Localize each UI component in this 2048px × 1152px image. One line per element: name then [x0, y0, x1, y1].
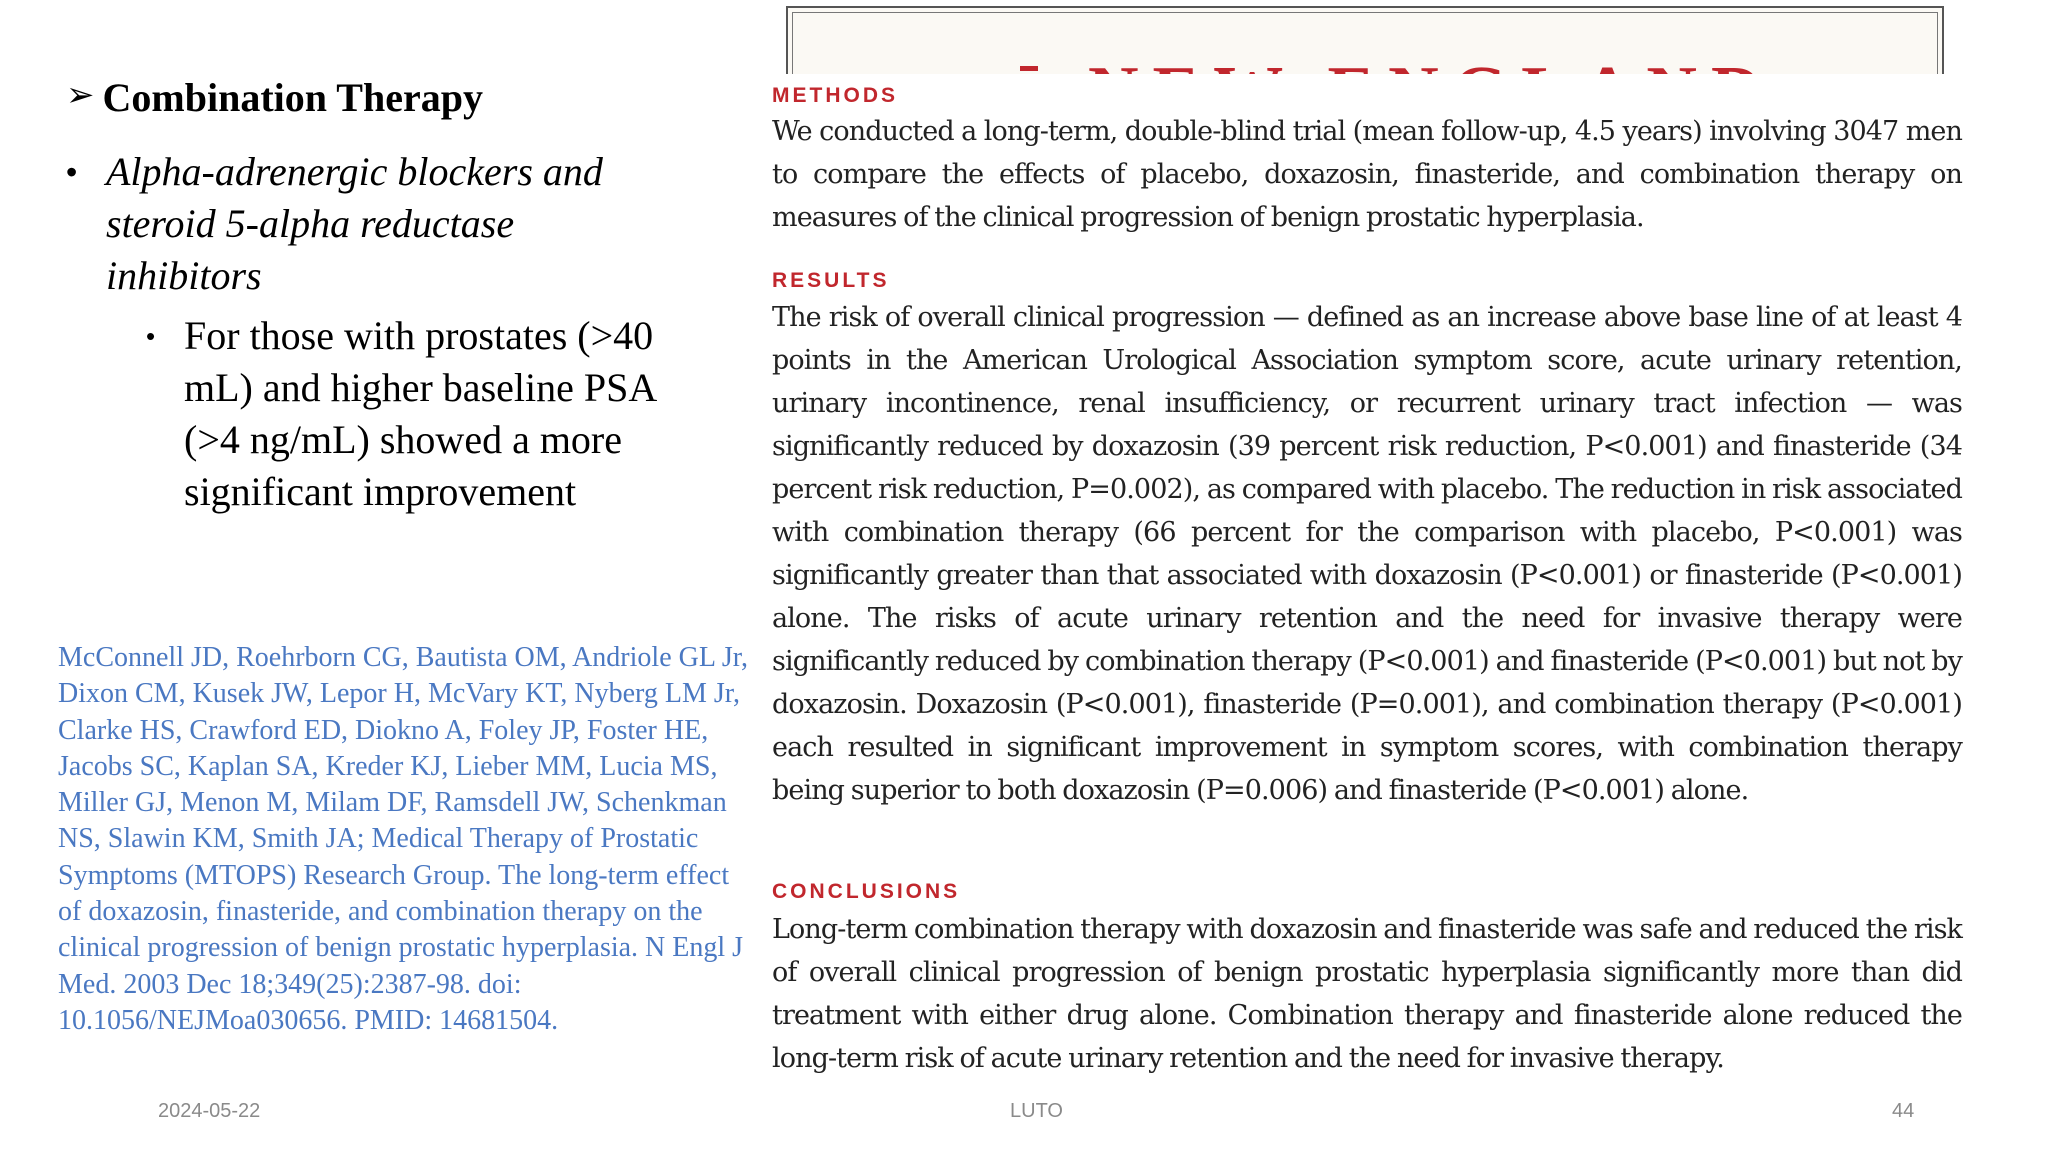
bullet-dot-icon: •	[66, 154, 78, 190]
conclusions-label: CONCLUSIONS	[772, 880, 961, 903]
arrow-bullet-icon: ➢	[66, 75, 95, 115]
methods-label: METHODS	[772, 84, 898, 107]
bullet-text: Alpha-adrenergic blockers and steroid 5-alpha reductase inhibitors	[106, 149, 603, 298]
conclusions-text: Long-term combination therapy with doxazosin and finasteride was safe and reduced the risk of overall clinical progression of benign prostatic hyperplasia significantly more than did treatment with either drug alone. Combination therapy and finasteride alone reduced the long-term risk of acute urinary retention and the need for invasive therapy.	[772, 914, 1962, 1074]
slide-number: 44	[1892, 1100, 1915, 1122]
footer-date: 2024-05-22	[158, 1100, 261, 1122]
journal-masthead-crop	[786, 6, 1944, 74]
abstract-excerpt	[768, 74, 1968, 1080]
results-label: RESULTS	[772, 269, 890, 292]
footer-center-text: LUTO	[1010, 1100, 1063, 1122]
bullet-item	[66, 146, 666, 302]
citation-reference: McConnell JD, Roehrborn CG, Bautista OM, Andriole GL Jr, Dixon CM, Kusek JW, Lepor H, McVary KT, Nyberg LM Jr, Clarke HS, Crawford ED, Diokno A, Foley JP, Foster HE, Jacobs SC, Kaplan SA, Kreder KJ, Lieber MM, Lucia MS, Miller GJ, Menon M, Milam DF, Ramsdell JW, Schenkman NS, Slawin KM, Smith JA; Medical Therapy of Prostatic Symptoms (MTOPS) Research Group. The long-term effect of doxazosin, finasteride, and combination therapy on the clinical progression of benign prostatic hyperplasia. N Engl J Med. 2003 Dec 18;349(25):2387-98. doi: 10.1056/NEJMoa030656. PMID: 14681504.	[58, 642, 749, 1036]
masthead-mark	[1020, 66, 1038, 71]
sub-bullet-text: For those with prostates (>40 mL) and higher baseline PSA (>4 ng/mL) showed a more significant improvement	[184, 313, 656, 514]
sub-bullet-item	[146, 310, 666, 518]
slide-heading: Combination Therapy	[102, 75, 483, 120]
sub-bullet-dot-icon: •	[146, 321, 156, 351]
methods-text: We conducted a long-term, double-blind trial (mean follow-up, 4.5 years) involving 3047 men to compare the effects of placebo, doxazosin, finasteride, and combination therapy on measures of the clinical progression of benign prostatic hyperplasia.	[772, 116, 1962, 233]
results-text: The risk of overall clinical progression — defined as an increase above base line of at least 4 points in the American Urological Association symptom score, acute urinary retention, urinary incontinence, renal insufficiency, or recurrent urinary tract infection — was significantly reduced by doxazosin (39 percent risk reduction, P<0.001) and finasteride (34 percent risk reduction, P=0.002), as compared with placebo. The reduction in risk associated with combination therapy (66 percent for the comparison with placebo, P<0.001) was significantly greater than that associated with doxazosin (P<0.001) or finasteride (P<0.001) alone. The risks of acute urinary retention and the need for invasive therapy were significantly reduced by combination therapy (P<0.001) and finasteride (P<0.001) but not by doxazosin. Doxazosin (P<0.001), finasteride (P=0.001), and combination therapy (P<0.001) each resulted in significant improvement in symptom scores, with combination therapy being superior to both doxazosin (P=0.006) and finasteride (P<0.001) alone.	[772, 302, 1962, 806]
heading-row	[66, 70, 483, 126]
